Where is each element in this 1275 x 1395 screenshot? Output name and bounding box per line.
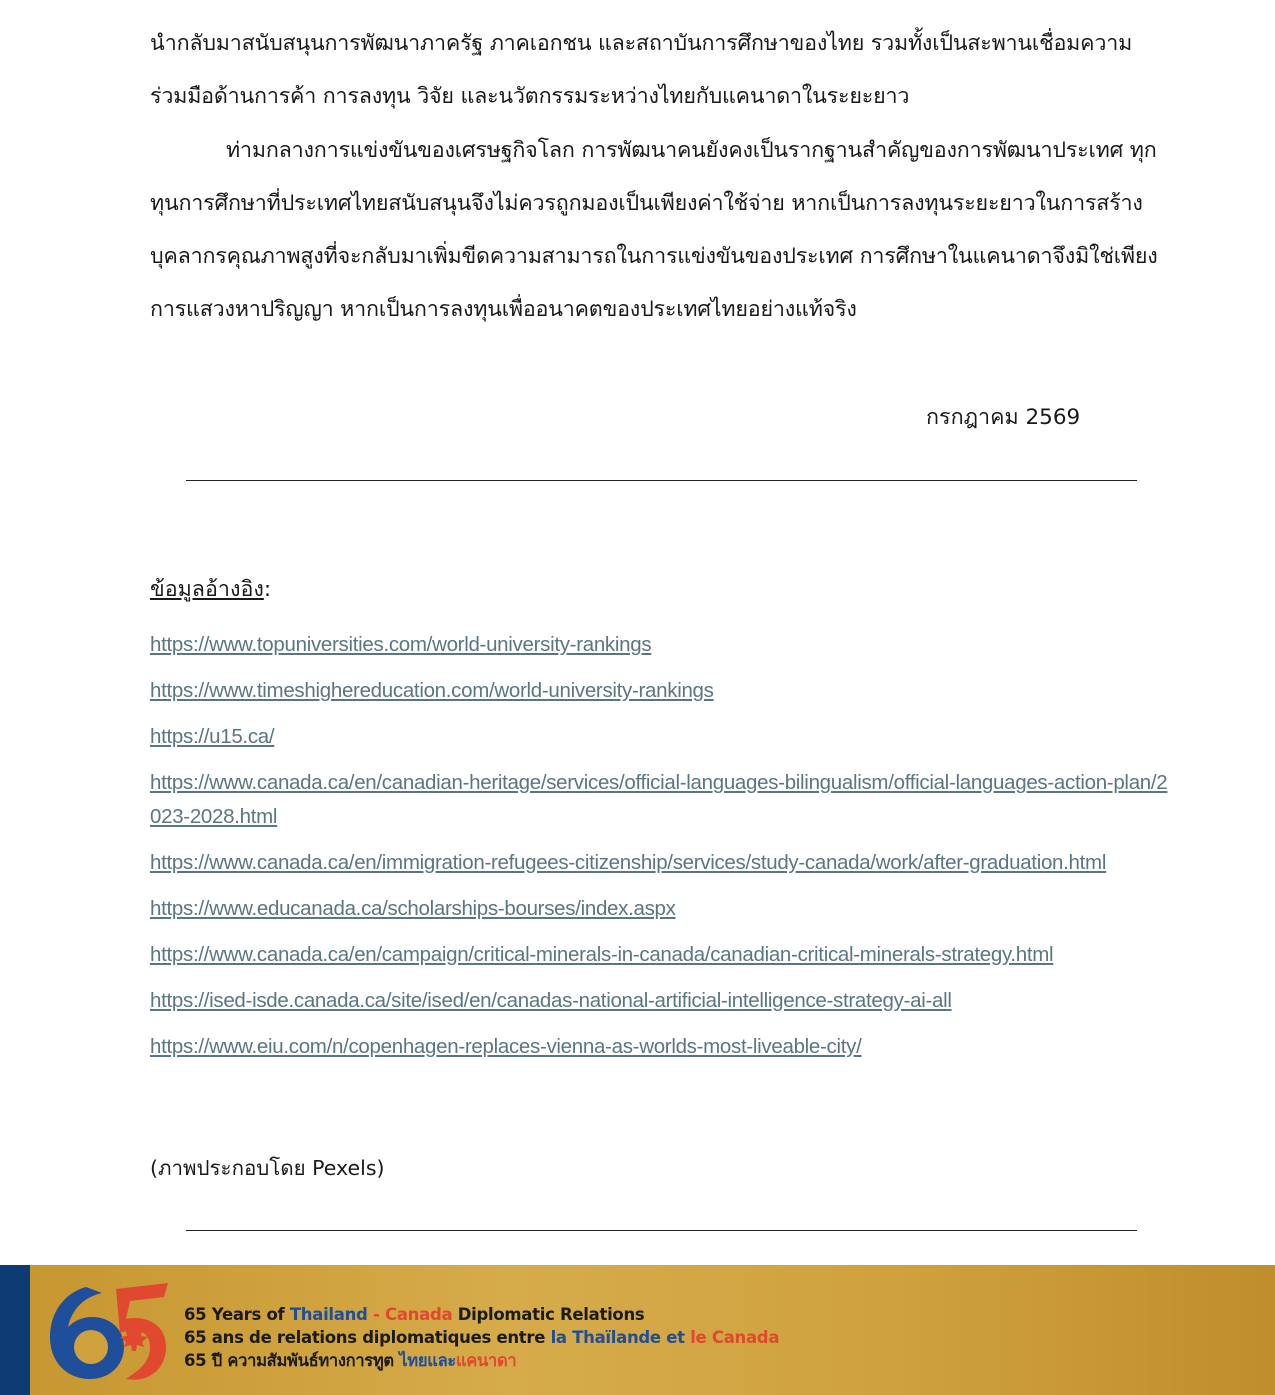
reference-link[interactable]: https://www.timeshighereducation.com/world-university-rankings: [150, 679, 714, 702]
reference-link[interactable]: https://ised-isde.canada.ca/site/ised/en/canadas-national-artificial-intelligence-strategy-ai-all: [150, 988, 952, 1012]
anniversary-banner: [0, 1265, 1275, 1395]
body-paragraph-continued: นำกลับมาสนับสนุนการพัฒนาภาครัฐ ภาคเอกชน และสถาบันการศึกษาของไทย รวมทั้งเป็นสะพานเชื่อมความร่วมมือด้านการค้า การลงทุน วิจัย และนวัตกรรมระหว่างไทยกับแคนาดาในระยะยาว: [150, 31, 1133, 109]
reference-link[interactable]: https://u15.ca/: [150, 725, 275, 748]
banner-stripe: [0, 1265, 30, 1395]
anniversary-text: [184, 1303, 779, 1372]
reference-item: [150, 674, 1172, 708]
thailand-label: la Thaïlande et: [550, 1328, 685, 1347]
text-part: Diplomatic Relations: [452, 1305, 645, 1324]
canada-label: แคนาดา: [455, 1351, 517, 1370]
canada-label: Canada: [385, 1305, 453, 1324]
reference-item: [150, 938, 1172, 972]
references-heading: [150, 572, 271, 606]
image-credit: (ภาพประกอบโดย Pexels): [150, 1156, 385, 1180]
references-heading-colon: :: [263, 577, 272, 602]
thailand-label: Thailand: [289, 1305, 368, 1324]
thailand-label: ไทยและ: [399, 1351, 456, 1370]
reference-item: [150, 720, 1172, 754]
reference-link[interactable]: https://www.eiu.com/n/copenhagen-replaces-vienna-as-worlds-most-liveable-city/: [150, 1034, 862, 1058]
reference-item: [150, 766, 1172, 833]
anniversary-line-fr: [184, 1326, 779, 1349]
65-anniversary-logo-icon: [46, 1279, 172, 1383]
text-part: 65 Years of: [184, 1305, 290, 1324]
reference-item: [150, 1030, 1172, 1064]
reference-link[interactable]: https://www.canada.ca/en/campaign/critical-minerals-in-canada/canadian-critical-minerals-strategy.html: [150, 942, 1054, 966]
reference-link[interactable]: https://www.canada.ca/en/canadian-heritage/services/official-languages-bilingualism/official-languages-action-plan/2023-2028.html: [150, 771, 1168, 828]
publication-date: กรกฎาคม 2569: [926, 405, 1081, 430]
references-heading-label: ข้อมูลอ้างอิง: [150, 577, 264, 602]
divider: [186, 480, 1137, 481]
reference-item: [150, 984, 1172, 1018]
reference-link[interactable]: https://www.topuniversities.com/world-university-rankings: [150, 633, 652, 656]
text-part: 65 ans de relations diplomatiques entre: [184, 1328, 551, 1347]
reference-item: [150, 628, 1172, 662]
references-list: [150, 628, 1172, 1076]
separator: -: [367, 1305, 386, 1324]
anniversary-line-en: [184, 1303, 779, 1326]
reference-item: [150, 892, 1172, 926]
anniversary-line-th: [184, 1349, 779, 1372]
text-part: 65 ปี ความสัมพันธ์ทางการทูต: [184, 1351, 400, 1370]
canada-label: le Canada: [684, 1328, 780, 1347]
reference-item: [150, 846, 1172, 880]
body-paragraph: ท่ามกลางการแข่งขันของเศรษฐกิจโลก การพัฒนาคนยังคงเป็นรากฐานสำคัญของการพัฒนาประเทศ ทุกทุนการศึกษาที่ประเทศไทยสนับสนุนจึงไม่ควรถูกมองเป็นเพียงค่าใช้จ่าย หากเป็นการลงทุนระยะยาวในการสร้างบุคลากรคุณภาพสูงที่จะกลับมาเพิ่มขีดความสามารถในการแข่งขันของประเทศ การศึกษาในแคนาดาจึงมิใช่เพียงการแสวงหาปริญญา หากเป็นการลงทุนเพื่ออนาคตของประเทศไทยอย่างแท้จริง: [150, 138, 1158, 322]
divider: [186, 1230, 1137, 1231]
reference-link[interactable]: https://www.educanada.ca/scholarships-bourses/index.aspx: [150, 896, 676, 920]
reference-link[interactable]: https://www.canada.ca/en/immigration-refugees-citizenship/services/study-canada/work/after-graduation.html: [150, 850, 1107, 874]
